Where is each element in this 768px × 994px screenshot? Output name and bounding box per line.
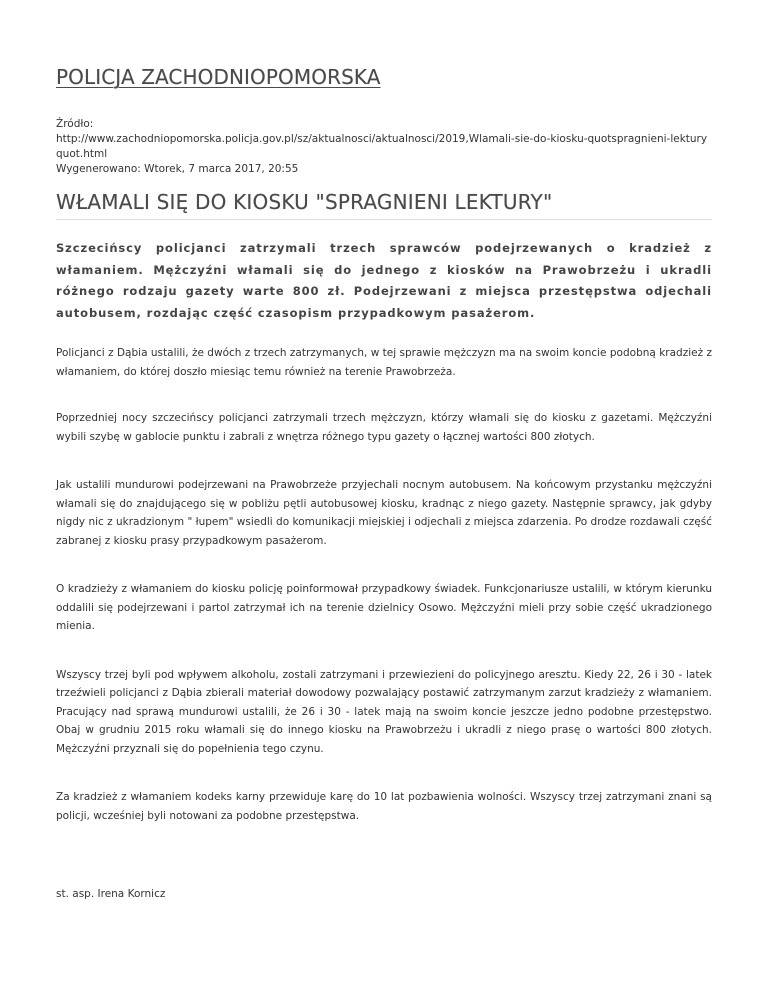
article-paragraph: Za kradzież z włamaniem kodeks karny przewiduje karę do 10 lat pozbawienia wolności. Wszyscy trzej zatrzymani znani są policji, wcześniej byli notowani za podobne przestępstwa. [56,791,712,822]
document-meta [56,117,712,177]
article-lead: Szczecińscy policjanci zatrzymali trzech sprawców podejrzewanych o kradzież z włamaniem. Mężczyźni włamali się do jednego z kiosków na Prawobrzeżu i ukradli różnego rodzaju gazety warte 800 zł. Podejrzewani z miejsca przestępstwa odjechali autobusem, rozdając część czasopism przypadkowym pasażerom. [56,241,712,320]
article-paragraph: Wszyscy trzej byli pod wpływem alkoholu, zostali zatrzymani i przewiezieni do policyjnego aresztu. Kiedy 22, 26 i 30 - latek trzeźwieli policjanci z Dąbia zbierali materiał dowodowy pozwalający postawić zatrzymanym zarzut kradzieży z włamaniem. Pracujący nad sprawą mundurowi ustalili, że 26 i 30 - latek mają na swoim koncie jeszcze jedno podobne przestępstwo. Obaj w grudniu 2015 roku włamali się do innego kiosku na Prawobrzeżu i ukradli z niego prasę o wartości 800 złotych. Mężczyźni przyznali się do popełnienia tego czynu. [56,668,712,755]
source-label: Źródło: [56,118,94,130]
site-title[interactable]: POLICJA ZACHODNIOPOMORSKA [56,65,381,89]
article-paragraph: O kradzieży z włamaniem do kiosku policję poinformował przypadkowy świadek. Funkcjonariusze ustalili, w którym kierunku oddalili się podejrzewani i partol zatrzymał ich na terenie dzielnicy Osowo. Mężczyźni mieli przy sobie część ukradzionego mienia. [56,583,712,632]
generated-timestamp: Wygenerowano: Wtorek, 7 marca 2017, 20:55 [56,163,299,175]
article-paragraph: Poprzedniej nocy szczecińscy policjanci zatrzymali trzech mężczyzn, którzy włamali się do kiosku z gazetami. Mężczyźni wybili szybę w gablocie punktu i zabrali z wnętrza różnego typu gazety o łącznej wartości 800 złotych. [56,412,712,443]
article-paragraph: Policjanci z Dąbia ustalili, że dwóch z trzech zatrzymanych, w tej sprawie mężczyzn ma na swoim koncie podobną kradzież z włamaniem, do której doszło miesiąc temu również na terenie Prawobrzeża. [56,347,712,378]
article-signature: st. asp. Irena Kornicz [56,888,166,900]
article-title: WŁAMALI SIĘ DO KIOSKU "SPRAGNIENI LEKTURY" [56,189,712,220]
article-paragraph: Jak ustalili mundurowi podejrzewani na Prawobrzeże przyjechali nocnym autobusem. Na końcowym przystanku mężczyźni włamali się do znajdującego się w pobliżu pętli autobusowej kiosku, kradnąc z niego gazety. Następnie sprawcy, jak gdyby nigdy nic z ukradzionym " łupem" wsiedli do komunikacji miejskiej i odjechali z miejsca zdarzenia. Po drodze rozdawali część zabranej z kiosku prasy przypadkowym pasażerom. [56,479,712,547]
source-url: http://www.zachodniopomorska.policja.gov.pl/sz/aktualnosci/aktualnosci/2019,Wlamali-sie-do-kiosku-quotspragnieni-lekturyquot.html [56,133,708,160]
